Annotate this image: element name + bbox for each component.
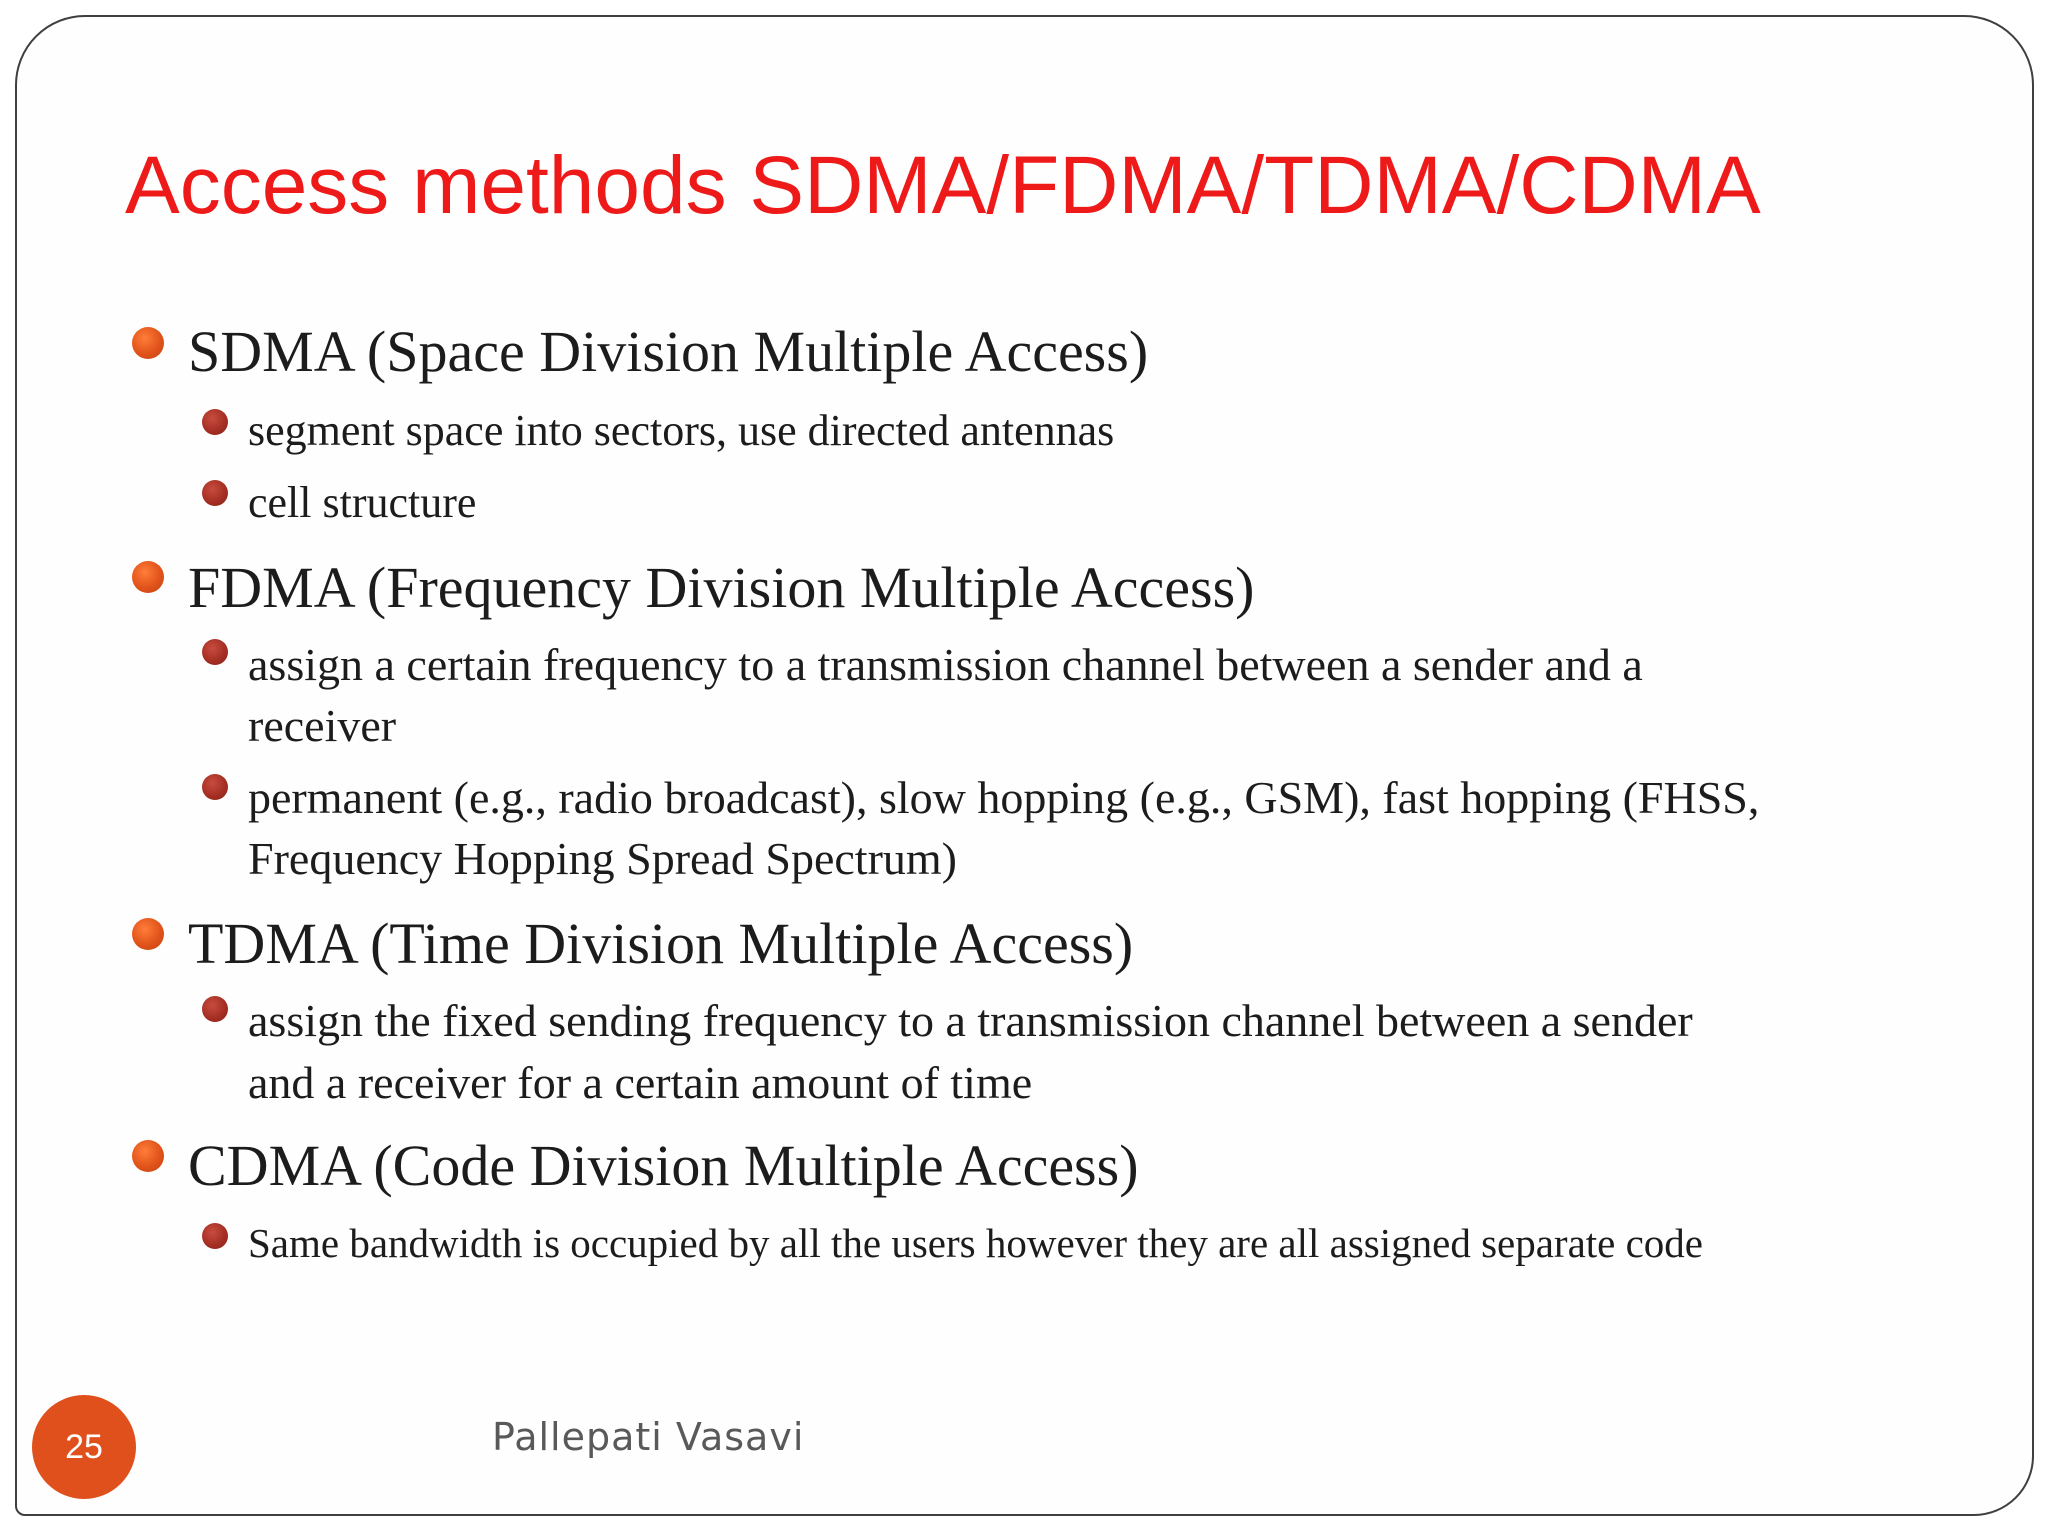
tdma-point-1-line-1: assign the fixed sending frequency to a transmission channel between a sender xyxy=(248,995,1693,1046)
bullet-icon xyxy=(132,561,164,593)
page-number-badge: 25 xyxy=(32,1395,136,1499)
sub-bullet-icon xyxy=(202,774,228,800)
bullet-icon xyxy=(132,918,164,950)
sub-bullet-icon xyxy=(202,1223,228,1249)
section-heading-cdma: CDMA (Code Division Multiple Access) xyxy=(188,1133,1139,1198)
sub-bullet-icon xyxy=(202,480,228,506)
sub-bullet-icon xyxy=(202,639,228,665)
sub-bullet-icon xyxy=(202,996,228,1022)
fdma-point-2-line-2: Frequency Hopping Spread Spectrum) xyxy=(248,833,958,884)
sub-bullet-icon xyxy=(202,409,228,435)
section-heading-sdma: SDMA (Space Division Multiple Access) xyxy=(188,319,1149,384)
tdma-point-1-line-2: and a receiver for a certain amount of time xyxy=(248,1057,1033,1108)
slide-title: Access methods SDMA/FDMA/TDMA/CDMA xyxy=(125,140,1761,231)
fdma-point-1-line-2: receiver xyxy=(248,700,397,751)
bullet-icon xyxy=(132,327,164,359)
fdma-point-2-line-1: permanent (e.g., radio broadcast), slow hopping (e.g., GSM), fast hopping (FHSS, xyxy=(248,772,1760,823)
fdma-point-1-line-1: assign a certain frequency to a transmission channel between a sender and a xyxy=(248,639,1643,690)
sdma-point-1: segment space into sectors, use directed antennas xyxy=(248,406,1115,455)
bullet-icon xyxy=(132,1140,164,1172)
section-heading-tdma: TDMA (Time Division Multiple Access) xyxy=(188,911,1134,976)
sdma-point-2: cell structure xyxy=(248,478,477,527)
section-heading-fdma: FDMA (Frequency Division Multiple Access) xyxy=(188,555,1255,620)
footer-author: Pallepati Vasavi xyxy=(492,1415,805,1459)
cdma-point-1: Same bandwidth is occupied by all the users however they are all assigned separate code xyxy=(248,1220,1703,1266)
